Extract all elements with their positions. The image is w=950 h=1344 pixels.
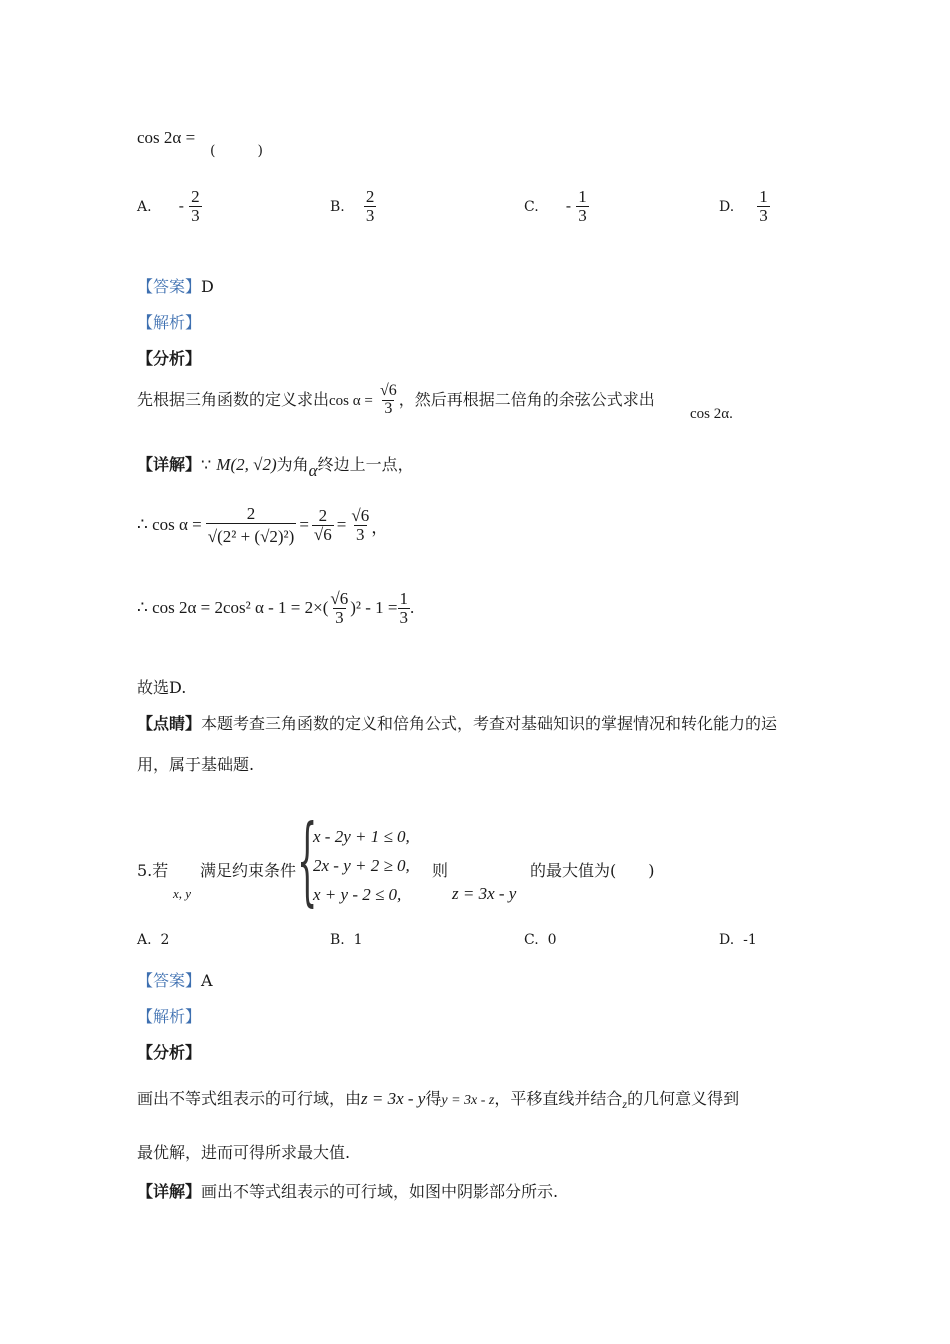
q4-answer: 【答案】D (137, 277, 214, 296)
q5-answer: 【答案】A (137, 971, 213, 990)
q5-option-c: C. 0 (524, 932, 557, 948)
q5-xiangjie: 【详解】画出不等式组表示的可行域，如图中阴影部分所示. (137, 1182, 559, 1201)
q4-xiangjie: 【详解】∵ M(2, √2)为角α终边上一点， (137, 455, 414, 480)
q4-step2: ∴ cos 2α = 2cos² α - 1 = 2×( $\frac{√6}{3}$ )² - 1 = $\frac{1}{3}$ . (137, 589, 415, 627)
q4-jiexi-tag: 【解析】 (137, 313, 202, 332)
q5-stem-end: 的最大值为( ) (530, 861, 655, 880)
q4-option-b: B. $\frac{2}{3}$ (330, 187, 375, 225)
q4-option-d: D. $\frac{1}{3}$ (719, 187, 768, 225)
q4-fenxi-text: 先根据三角函数的定义求出cos α = $\frac{√6}{3}$ ，然后再根据二倍角的余弦公式求出 (137, 382, 655, 417)
q5-constraint-1: x - 2y + 1 ≤ 0, (313, 827, 410, 846)
q5-stem-mid: 满足约束条件 (200, 861, 297, 880)
q4-option-a: A. - $\frac{2}{3}$ (137, 187, 200, 225)
q5-stem-start: 5.若 (137, 861, 169, 880)
q4-stem (137, 128, 195, 148)
q4-option-c-frac: $\frac{1}{3}$ (578, 187, 587, 225)
q5-stem-vars: x, y (173, 886, 192, 901)
q4-stem-lhs: cos 2α = (137, 128, 196, 147)
q5-option-a: A. 2 (137, 932, 170, 948)
q5-fenxi-tag: 【分析】 (137, 1043, 202, 1062)
q5-constraint-3: x + y - 2 ≤ 0, (313, 885, 402, 904)
q4-fenxi-tag: 【分析】 (137, 349, 202, 368)
q4-conclusion: 故选D. (137, 678, 187, 697)
q5-brace: { (297, 806, 318, 918)
q4-option-a-frac: $\frac{2}{3}$ (191, 187, 200, 225)
q4-fenxi-math2: cos 2α. (690, 406, 733, 422)
q4-option-d-frac: $\frac{1}{3}$ (759, 187, 768, 225)
q5-jiexi-tag: 【解析】 (137, 1007, 202, 1026)
q4-step1: ∴ cos α = $\frac{2}{\text{√(2² + (√2)²)}}$ = $\frac{2}{√6}$ = $\frac{√6}{3}$ ， (137, 504, 389, 546)
q5-constraints (313, 822, 410, 909)
q5-option-d: D. -1 (719, 932, 757, 948)
q4-dianjing-1: 【点睛】本题考查三角函数的定义和倍角公式，考查对基础知识的掌握情况和转化能力的运 (137, 714, 778, 733)
q5-stem-expr: z = 3x - y (452, 884, 517, 903)
q4-option-b-frac: $\frac{2}{3}$ (365, 187, 375, 225)
q5-fenxi-line1: 画出不等式组表示的可行域，由z = 3x - y得y = 3x - z，平移直线并结合$_z$的几何意义得到 (137, 1089, 740, 1111)
q5-option-b: B. 1 (330, 932, 363, 948)
q4-stem-paren: ( ) (210, 143, 263, 159)
q4-option-c: C. - $\frac{1}{3}$ (524, 187, 587, 225)
q5-constraint-2: 2x - y + 2 ≥ 0, (313, 856, 410, 875)
q5-stem-ze: 则 (432, 861, 449, 880)
q4-dianjing-2: 用，属于基础题. (137, 755, 255, 774)
q5-fenxi-line2: 最优解，进而可得所求最大值. (137, 1143, 351, 1162)
